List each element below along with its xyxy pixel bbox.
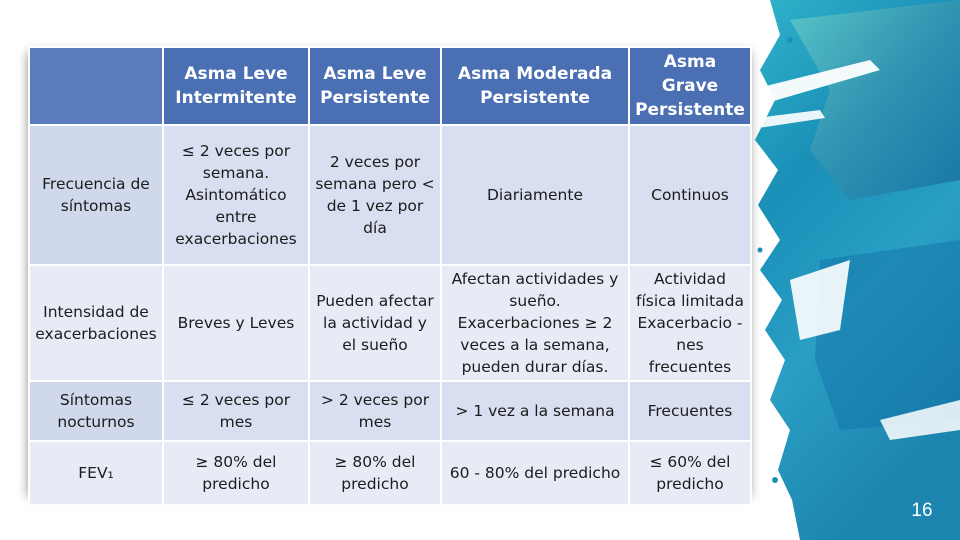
table-cell: ≤ 60% del predicho [629, 441, 751, 505]
watercolor-decoration [730, 0, 960, 540]
row-label: FEV₁ [29, 441, 163, 505]
header-grave-persistente: Asma Grave Persistente [629, 47, 751, 125]
table-cell: > 1 vez a la semana [441, 381, 629, 441]
table-cell: > 2 veces por mes [309, 381, 441, 441]
table-row [29, 441, 751, 505]
page-number: 16 [911, 500, 933, 521]
row-label: Síntomas nocturnos [29, 381, 163, 441]
table-cell: Diariamente [441, 125, 629, 265]
header-leve-persistente: Asma Leve Persistente [309, 47, 441, 125]
table-cell: 2 veces por semana pero < de 1 vez por día [309, 125, 441, 265]
header-moderada-persistente: Asma Moderada Persistente [441, 47, 629, 125]
table-cell: ≤ 2 veces por mes [163, 381, 309, 441]
table-cell: Afectan actividades y sueño. Exacerbaciones ≥ 2 veces a la semana, pueden durar días. [441, 265, 629, 381]
row-label: Frecuencia de síntomas [29, 125, 163, 265]
table-cell: ≥ 80% del predicho [309, 441, 441, 505]
table-cell: Breves y Leves [163, 265, 309, 381]
table-cell: Actividad física limitada Exacerbacio - nes frecuentes [629, 265, 751, 381]
header-corner [29, 47, 163, 125]
table-row [29, 265, 751, 381]
table-row [29, 381, 751, 441]
table-cell: Pueden afectar la actividad y el sueño [309, 265, 441, 381]
table-cell: ≥ 80% del predicho [163, 441, 309, 505]
table-row [29, 125, 751, 265]
table-cell: 60 - 80% del predicho [441, 441, 629, 505]
row-label: Intensidad de exacerbaciones [29, 265, 163, 381]
table-cell: Frecuentes [629, 381, 751, 441]
table-cell: Continuos [629, 125, 751, 265]
header-leve-intermitente: Asma Leve Intermitente [163, 47, 309, 125]
table-cell: ≤ 2 veces por semana. Asintomático entre exacerbaciones [163, 125, 309, 265]
asthma-classification-table [28, 46, 750, 491]
classification-table [28, 46, 752, 506]
